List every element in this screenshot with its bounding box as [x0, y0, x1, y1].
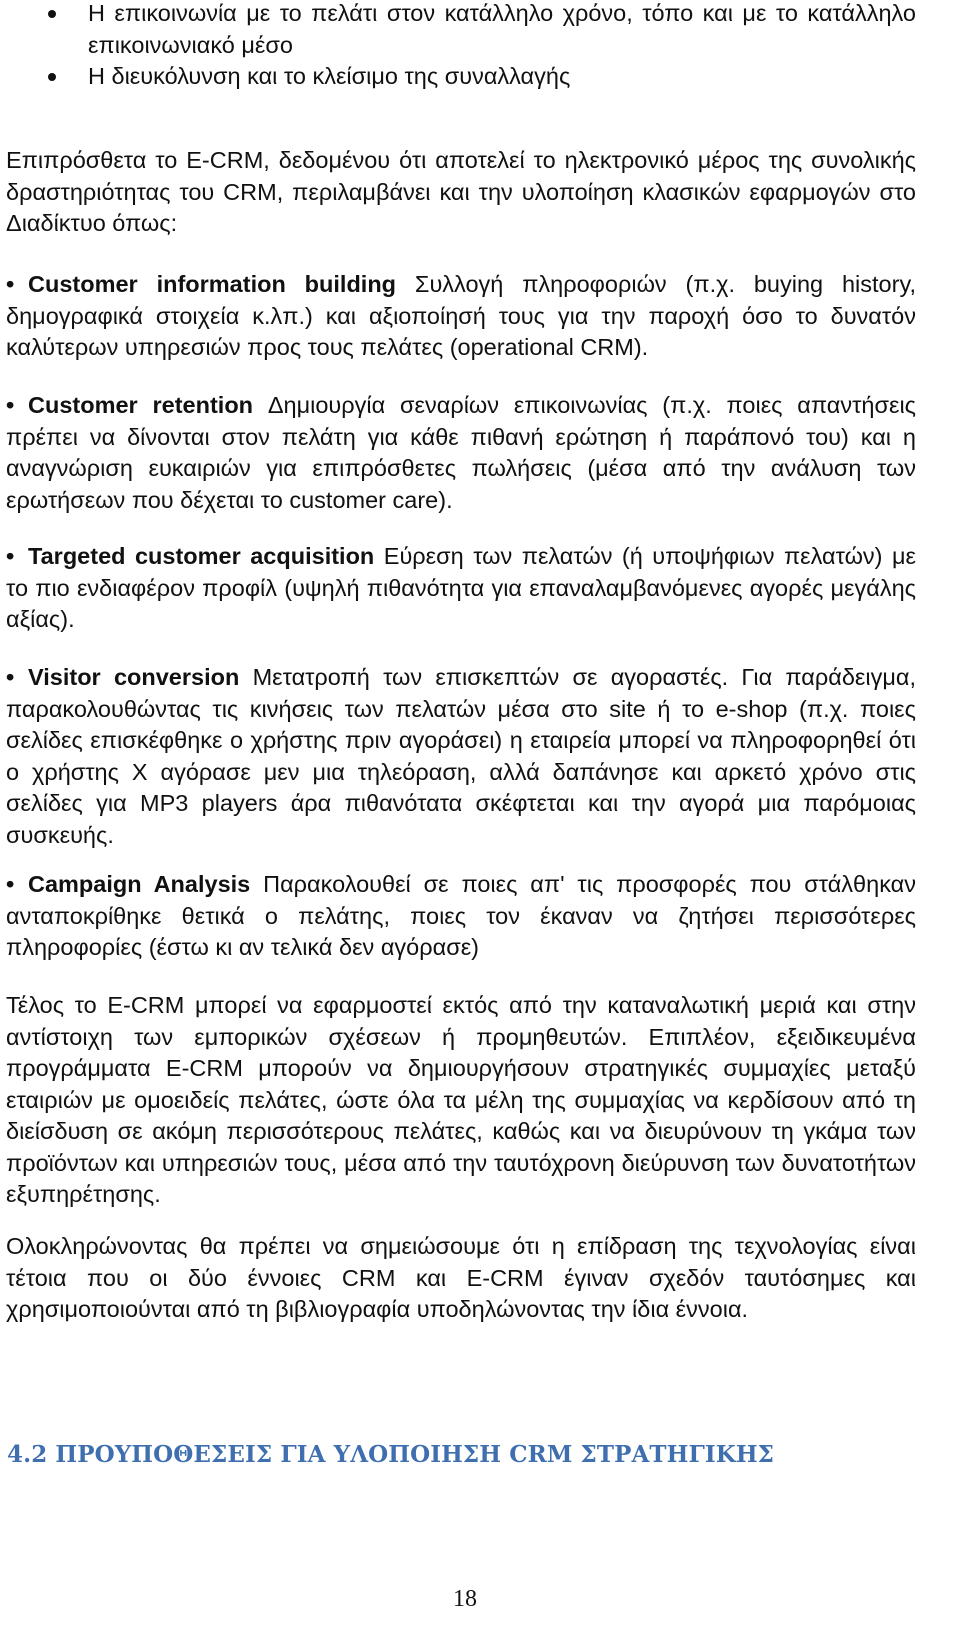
- list-item: [40, 0, 916, 61]
- bullet-icon: •: [6, 543, 15, 569]
- list-item-text: Η επικοινωνία με το πελάτι στον κατάλληλο χρόνο, τόπο και με το κατάλληλο επικοινωνιακό μέσο: [88, 0, 916, 58]
- paragraph-ecrm-intro: Επιπρόσθετα το E-CRM, δεδομένου ότι αποτελεί το ηλεκτρονικό μέρος της συνολικής δραστηριότητας του CRM, περιλαμβάνει και την υλοποίηση κλασικών εφαρμογών στο Διαδίκτυο όπως:: [6, 147, 916, 236]
- paragraph-campaign-analysis: [6, 869, 916, 964]
- section-heading: 4.2 ΠΡΟΥΠΟΘΕΣΕΙΣ ΓΙΑ ΥΛΟΠΟΙΗΣΗ CRM ΣΤΡΑΤΗΓΙΚΗΣ: [7, 1441, 775, 1468]
- term-title: Targeted customer acquisition: [28, 543, 375, 569]
- bullet-dot-icon: [48, 73, 56, 81]
- bullet-icon: •: [6, 271, 15, 297]
- bullet-icon: •: [6, 664, 15, 690]
- paragraph-customer-information: [6, 269, 916, 364]
- paragraph-customer-retention: [6, 390, 916, 516]
- term-description: Συλλογή πληροφοριών (π.χ. buying history, δημογραφικά στοιχεία κ.λπ.) και αξιοποίησή τους για την παροχή όσο το δυνατόν καλύτερων υπηρεσιών προς τους πελάτες (operational CRM).: [6, 271, 916, 360]
- paragraph-targeted-acquisition: [6, 541, 916, 636]
- intro-bullet-list: [40, 0, 916, 93]
- page-number: 18: [453, 1586, 477, 1612]
- term-title: Customer information building: [28, 271, 397, 297]
- bullet-icon: •: [6, 392, 15, 418]
- term-title: Visitor conversion: [28, 664, 240, 690]
- term-title: Campaign Analysis: [28, 871, 251, 897]
- term-description: Εύρεση των πελατών (ή υποψήφιων πελατών) με το πιο ενδιαφέρον προφίλ (υψηλή πιθανότητα για επαναλαμβανόμενες αγορές μεγάλης αξίας).: [6, 543, 916, 632]
- term-description: Παρακολουθεί σε ποιες απ' τις προσφορές που στάλθηκαν ανταποκρίθηκε θετικά ο πελάτης, ποιες τον έκαναν να ζητήσει περισσότερες πληροφορίες (έστω κι αν τελικά δεν αγόρασε): [6, 871, 916, 960]
- term-description: Δημιουργία σεναρίων επικοινωνίας (π.χ. ποιες απαντήσεις πρέπει να δίνονται στον πελάτη για κάθε πιθανή ερώτηση ή παράπονό του) και η αναγνώριση ευκαιριών για επιπρόσθετες πωλήσεις (μέσα από την ανάλυση των ερωτήσεων που δέχεται το customer care).: [6, 392, 916, 513]
- bullet-icon: •: [6, 871, 15, 897]
- term-description: Μετατροπή των επισκεπτών σε αγοραστές. Για παράδειγμα, παρακολουθώντας τις κινήσεις των πελατών μέσα στο site ή το e-shop (π.χ. ποιες σελίδες επισκέφθηκε ο χρήστης πριν αγοράσει) η εταιρεία μπορεί να πληροφορηθεί ότι ο χρήστης Χ αγόρασε μεν μια τηλεόραση, αλλά δαπάνησε και αρκετό χρόνο στις σελίδες για MP3 players άρα πιθανότατα σκέφτεται και την αγορά μια παρόμοιας συσκευής.: [6, 664, 917, 848]
- paragraph-visitor-conversion: [6, 662, 916, 851]
- term-title: Customer retention: [28, 392, 254, 418]
- bullet-dot-icon: [48, 10, 56, 18]
- paragraph-conclusion: Ολοκληρώνοντας θα πρέπει να σημειώσουμε ότι η επίδραση της τεχνολογίας είναι τέτοια που οι δύο έννοιες CRM και E-CRM έγιναν σχεδόν ταυτόσημες και χρησιμοποιούνται από τη βιβλιογραφία υποδηλώνοντας την ίδια έννοια.: [6, 1233, 916, 1322]
- paragraph-ecrm-b2b: Τέλος το E-CRM μπορεί να εφαρμοστεί εκτός από την καταναλωτική μεριά και στην αντίστοιχη των εμπορικών σχέσεων ή προμηθευτών. Επιπλέον, εξειδικευμένα προγράμματα E-CRM μπορούν να δημιουργήσουν στρατηγικές συμμαχίες μεταξύ εταιριών με ομοειδείς πελάτες, ώστε όλα τα μέλη της συμμαχίας να κερδίσουν από τη διείσδυση σε ακόμη περισσότερους πελάτες, καθώς και να διευρύνουν τη γκάμα των προϊόντων και υπηρεσιών τους, μέσα από την ταυτόχρονη διεύρυνση των δυνατοτήτων εξυπηρέτησης.: [6, 992, 916, 1207]
- list-item: [40, 61, 916, 93]
- list-item-text: Η διευκόλυνση και το κλείσιμο της συναλλαγής: [88, 63, 571, 89]
